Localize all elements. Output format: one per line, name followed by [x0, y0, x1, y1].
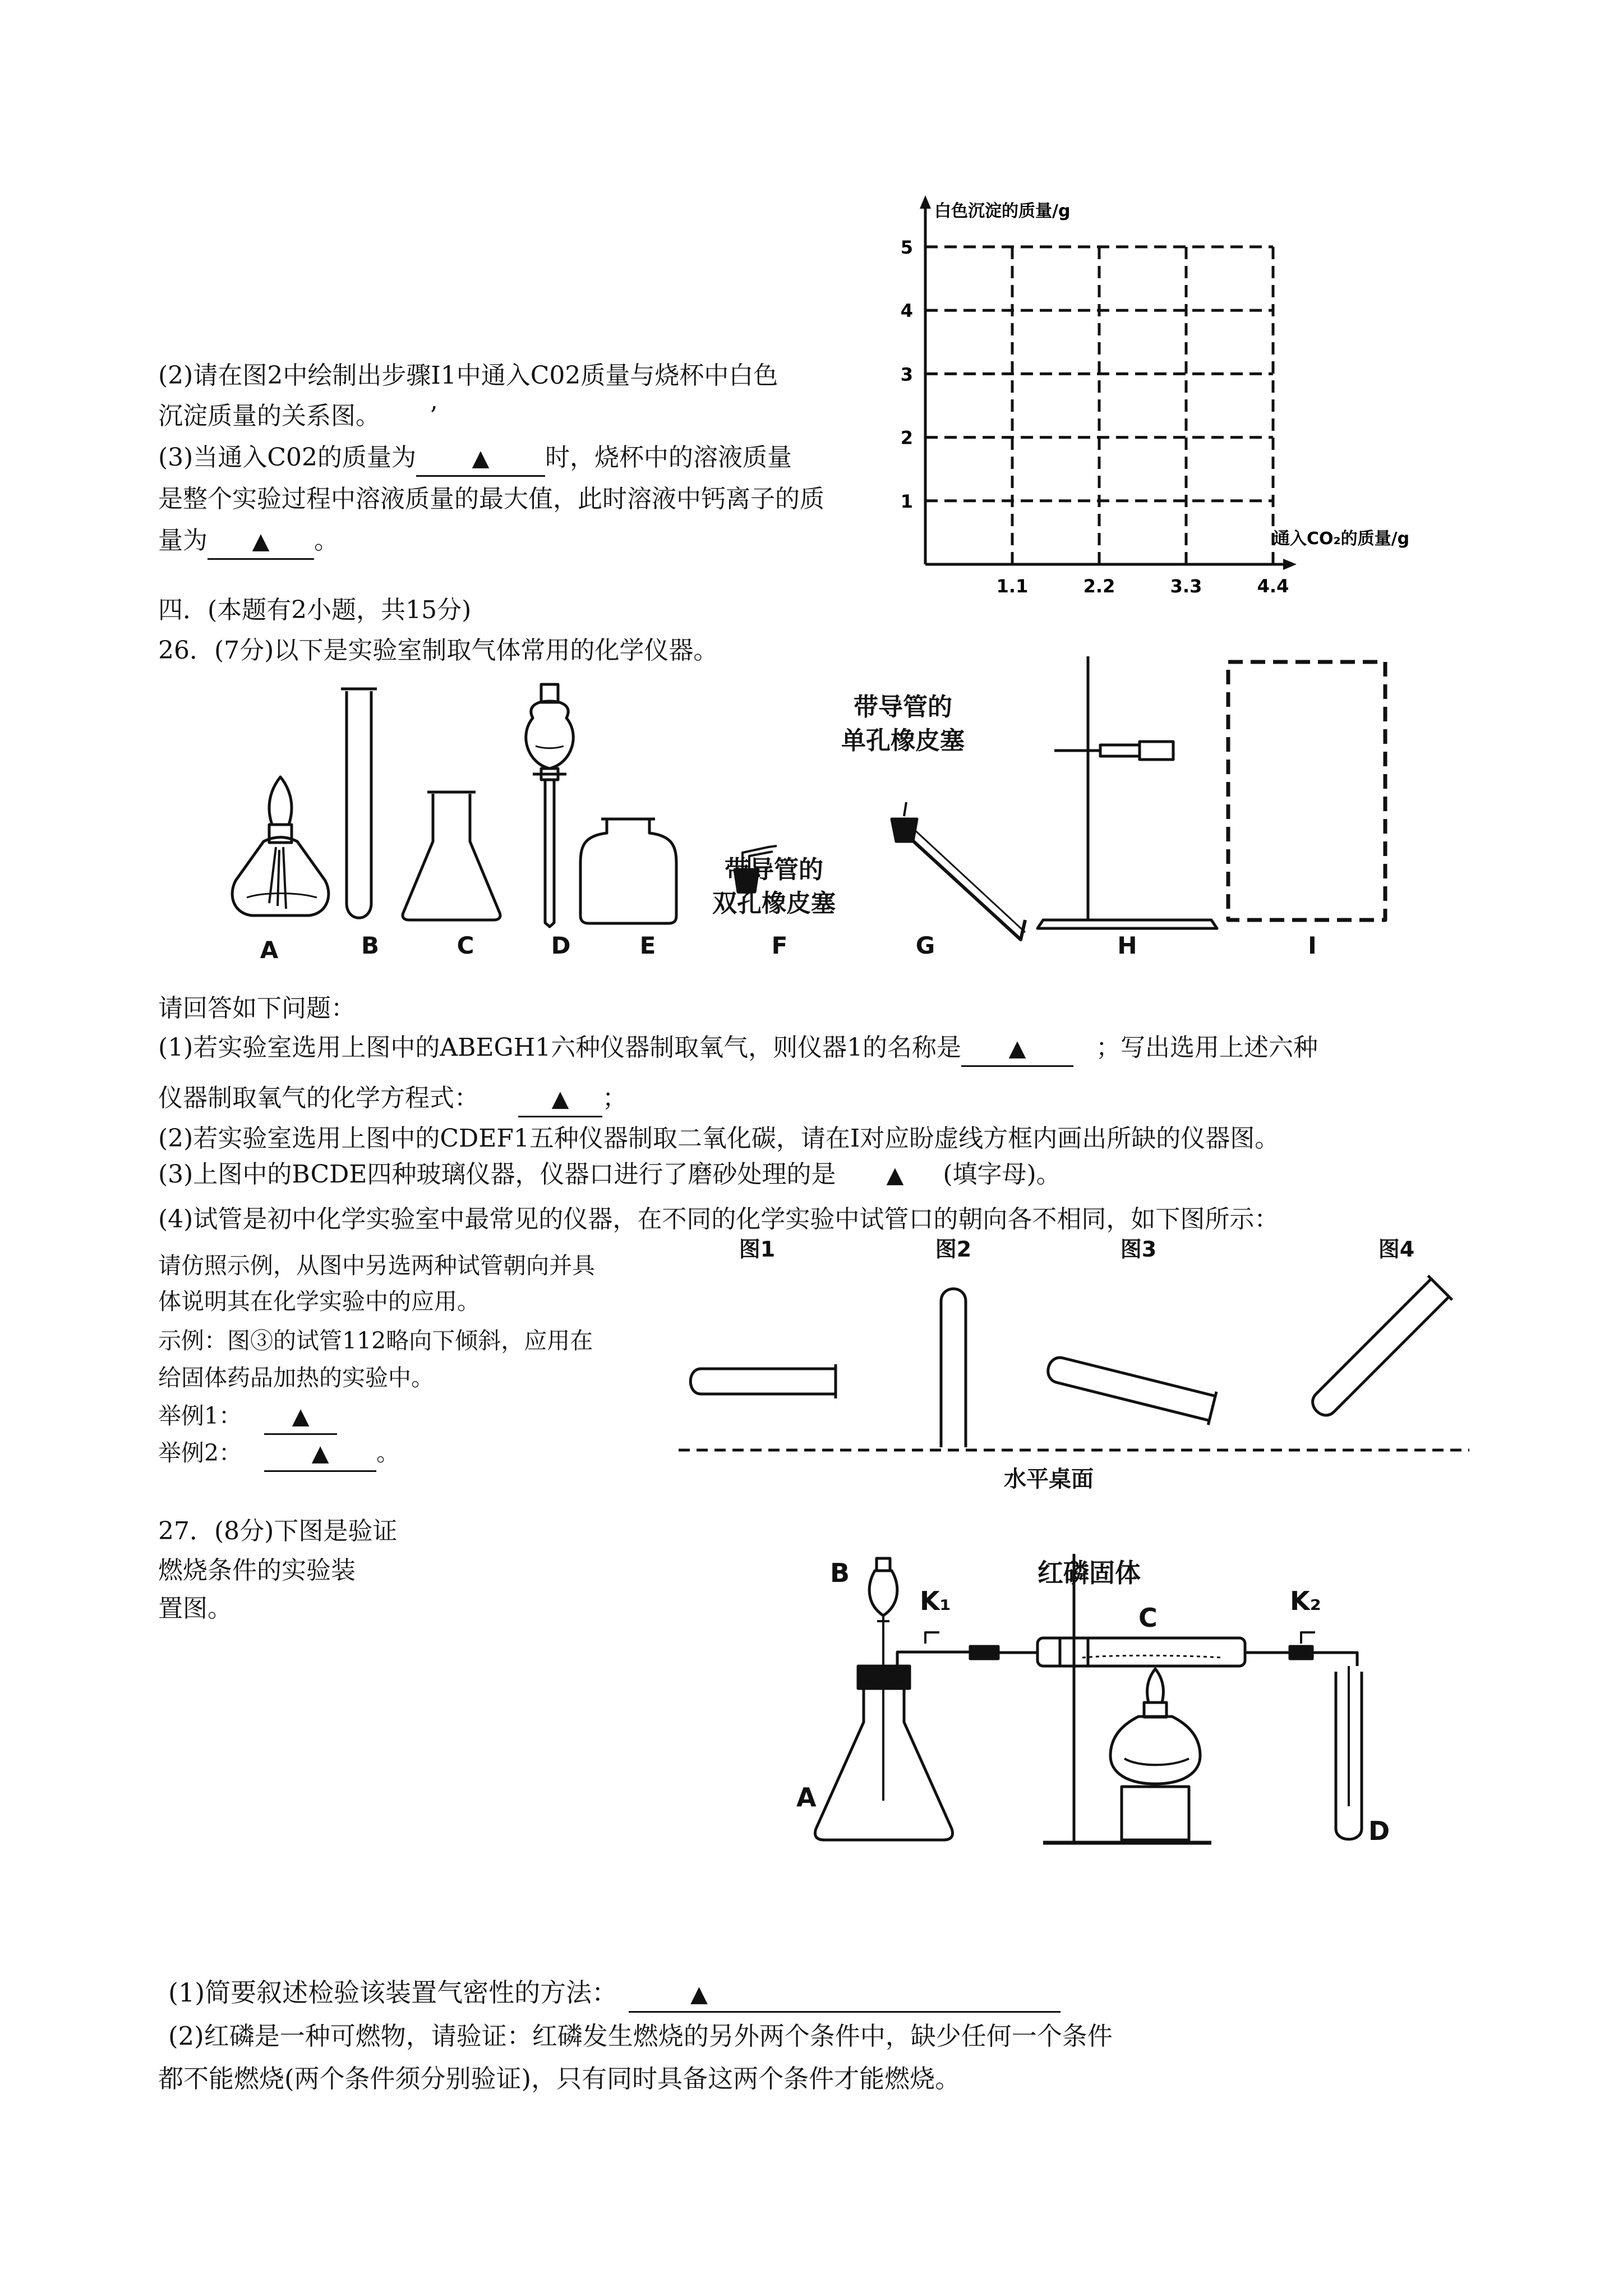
- g-caption-1: 带导管的: [854, 693, 952, 721]
- x-axis-arrow: [1283, 559, 1297, 570]
- q27-intro-2: 燃烧条件的实验装: [158, 1556, 356, 1585]
- q27-part1: (1)简要叙述检验该装置气密性的方法： ▲: [168, 1976, 1061, 2013]
- table-surface-label: 水平桌面: [1004, 1466, 1094, 1492]
- label-c: C: [457, 932, 474, 959]
- label-b: B: [361, 932, 380, 959]
- q27-part2-line2: 都不能燃烧(两个条件须分别验证)，只有同时具备这两个条件才能燃烧。: [158, 2064, 961, 2093]
- tube-fig-2-label: 图2: [935, 1237, 972, 1262]
- label-a: A: [260, 936, 279, 964]
- glass-tube-c-icon: [1038, 1638, 1245, 1666]
- combustion-setup-figure: [796, 1537, 1402, 1862]
- q26-intro: 26．(7分)以下是实验室制取气体常用的化学仪器。: [158, 636, 718, 665]
- tube-orientations-figure: [667, 1234, 1481, 1503]
- test-tube-icon: [341, 689, 377, 918]
- setup-label-c: C: [1138, 1603, 1158, 1633]
- q26-example-2-blank[interactable]: ▲: [264, 1436, 376, 1472]
- tube-tilted-down-icon: [1044, 1351, 1216, 1425]
- funnel-b-icon: [869, 1571, 897, 1616]
- q25-answer-blank-2[interactable]: ▲: [208, 524, 314, 560]
- setup-label-k1: K₁: [920, 1586, 951, 1616]
- x-tick-label-0: 1.1: [996, 576, 1029, 595]
- precipitate-chart: [886, 185, 1497, 595]
- q26-part4-l1: 请仿照示例，从图中另选两种试管朝向并具: [158, 1252, 595, 1279]
- label-i: I: [1308, 932, 1317, 959]
- label-g: G: [915, 932, 935, 959]
- clamp-k1-icon: [921, 1632, 939, 1652]
- setup-label-d: D: [1368, 1816, 1390, 1846]
- label-f: F: [771, 932, 788, 959]
- f-caption-2: 双孔橡皮塞: [712, 889, 836, 918]
- one-hole-stopper-icon: [892, 802, 1025, 940]
- tube-horizontal-icon: [690, 1364, 836, 1398]
- q25-part2-line1: (2)请在图2中绘制出步骤I1中通入C02质量与烧杯中白色: [158, 361, 778, 390]
- q26-prompt: 请回答如下问题：: [158, 994, 356, 1023]
- chart-ticks: [901, 237, 1289, 595]
- q26-part4-l3: 示例：图③的试管112略向下倾斜，应用在: [158, 1327, 593, 1354]
- gas-bottle-icon: [580, 819, 676, 923]
- x-tick-label-2: 3.3: [1170, 576, 1202, 595]
- q26-part4-l2: 体说明其在化学实验中的应用。: [158, 1288, 480, 1315]
- label-h: H: [1117, 932, 1137, 959]
- q26-part1-line2: 仪器制取氧气的化学方程式： ▲ ；: [158, 1082, 627, 1117]
- g-caption-2: 单孔橡皮塞: [841, 726, 965, 755]
- x-tick-label-3: 4.4: [1257, 576, 1289, 595]
- q26-part1-line1: (1)若实验室选用上图中的ABEGH1六种仪器制取氧气，则仪器1的名称是 ▲ ；写出选用上述六种: [158, 1031, 1318, 1067]
- q26-part4: (4)试管是初中化学实验室中最常见的仪器，在不同的化学实验中试管口的朝向各不相同，如下图所示：: [158, 1205, 1279, 1234]
- empty-dashed-box: [1228, 662, 1385, 920]
- q26-part3: (3)上图中的BCDE四种玻璃仪器，仪器口进行了磨砂处理的是 ▲ (填字母)。: [158, 1160, 1061, 1189]
- section4-heading: 四．(本题有2小题，共15分): [158, 596, 472, 624]
- clamp-k2-icon: [1301, 1632, 1315, 1644]
- iron-stand-icon: [1038, 656, 1217, 928]
- setup-label-a: A: [796, 1782, 817, 1812]
- tube-vertical-icon: [941, 1289, 966, 1448]
- tube-fig-3-label: 图3: [1120, 1237, 1157, 1262]
- setup-label-b: B: [830, 1558, 850, 1588]
- apparatus-figure: [213, 656, 1475, 970]
- x-tick-label-1: 2.2: [1083, 576, 1115, 595]
- f-caption-1: 带导管的: [725, 855, 823, 884]
- q26-answer-blank-1[interactable]: ▲: [961, 1031, 1073, 1067]
- y-tick-label-2: 3: [900, 364, 913, 385]
- y-axis-label: 白色沉淀的质量/g: [934, 201, 1071, 221]
- tube-fig-4-label: 图4: [1378, 1237, 1415, 1262]
- alcohol-lamp-icon: [232, 777, 329, 915]
- tube-tilted-up-icon: [1304, 1276, 1452, 1423]
- chart-grid: [925, 247, 1273, 564]
- q25-part3-line3: 量为 ▲ 。: [158, 524, 339, 560]
- label-d: D: [551, 932, 571, 959]
- tube-fig-1-label: 图1: [739, 1237, 776, 1262]
- y-axis-arrow: [920, 195, 931, 209]
- separatory-funnel-icon: [526, 684, 573, 927]
- q27-part2-line1: (2)红磷是一种可燃物，请验证：红磷发生燃烧的另外两个条件中，缺少任何一个条件: [168, 2021, 1113, 2051]
- label-e: E: [639, 932, 656, 959]
- q26-part4-l4: 给固体药品加热的实验中。: [158, 1364, 434, 1391]
- y-tick-label-4: 5: [900, 237, 913, 258]
- y-tick-label-1: 2: [900, 427, 913, 449]
- q27-intro-1: 27．(8分)下图是验证: [158, 1517, 398, 1545]
- x-axis-label: 通入CO₂的质量/g: [1273, 529, 1410, 549]
- q25-part3-line2: 是整个实验过程中溶液质量的最大值，此时溶液中钙离子的质: [158, 485, 824, 513]
- q25-part2-line2: 沉淀质量的关系图。 ’: [158, 402, 437, 430]
- y-tick-label-3: 4: [900, 300, 913, 322]
- q26-part2: (2)若实验室选用上图中的CDEF1五种仪器制取二氧化碳，请在I对应盼虚线方框内画出所缺的仪器图。: [158, 1124, 1280, 1153]
- q25-answer-blank-1[interactable]: ▲: [416, 441, 545, 477]
- alcohol-lamp-c-icon: [1110, 1669, 1200, 1840]
- setup-label-k2: K₂: [1290, 1586, 1321, 1616]
- q26-answer-mark-3[interactable]: ▲: [886, 1162, 904, 1188]
- q27-answer-blank[interactable]: ▲: [629, 1976, 1061, 2013]
- setup-label-phosphorus: 红磷固体: [1038, 1558, 1141, 1588]
- q26-example-1: 举例1： ▲: [158, 1399, 337, 1435]
- q25-part3-line1: (3)当通入C02的质量为 ▲ 时，烧杯中的溶液质量: [158, 441, 792, 477]
- conical-flask-icon: [403, 792, 500, 920]
- q27-intro-3: 置图。: [158, 1594, 232, 1623]
- y-tick-label-0: 1: [900, 490, 913, 512]
- q26-example-2: 举例2： ▲ 。: [158, 1436, 399, 1472]
- q26-answer-blank-2[interactable]: ▲: [518, 1082, 602, 1117]
- q26-example-1-blank[interactable]: ▲: [264, 1399, 337, 1435]
